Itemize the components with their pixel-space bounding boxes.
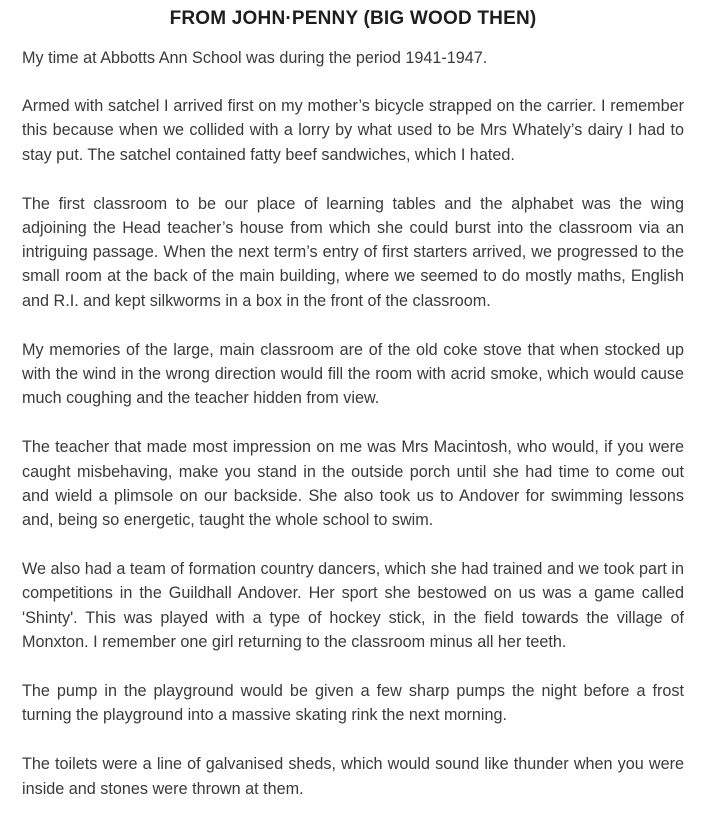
paragraph-playground-pump: The pump in the playground would be given a few sharp pumps the night before a frost turning the playground into a massive skating rink the next morning.	[22, 682, 684, 725]
paragraph-toilets: The toilets were a line of galvanised sheds, which would sound like thunder when you were inside and stones were thrown at them.	[22, 755, 684, 798]
page-title: FROM JOHN·PENNY (BIG WOOD THEN)	[169, 8, 537, 29]
paragraph-country-dancers: We also had a team of formation country dancers, which she had trained and we took part in competitions in the Guildhall Andover. Her sport she bestowed on us was a game called 'Shinty'. This was played with a type of hockey stick, in the field towards the village of Monxton. I remember one girl returning to the classroom minus all her teeth.	[22, 560, 684, 651]
paragraph-mrs-macintosh: The teacher that made most impression on me was Mrs Macintosh, who would, if you were caught misbehaving, make you stand in the outside porch until she had time to come out and wield a plimsole on our backside. She also took us to Andover for swimming lessons and, being so energetic, taught the whole school to swim.	[22, 438, 684, 530]
paragraph-school-period: My time at Abbotts Ann School was during the period 1941-1947.	[22, 49, 488, 67]
paragraph-main-classroom: My memories of the large, main classroom are of the old coke stove that when stocked up with the wind in the wrong direction would fill the room with acrid smoke, which would cause much coughing and the teacher hidden from view.	[22, 340, 684, 408]
paragraph-bicycle-arrival: Armed with satchel I arrived first on my mother’s bicycle strapped on the carrier. I remember this because when we collided with a lorry by what used to be Mrs Whately’s dairy I had to stay put. The satchel contained fatty beef sandwiches, which I hated.	[22, 97, 684, 164]
document-page	[22, 6, 684, 826]
paragraph-first-classroom: The first classroom to be our place of learning tables and the alphabet was the wing adjoining the Head teacher’s house from which she could burst into the classroom via an intriguing passage. When the next term’s entry of first starters arrived, we progressed to the small room at the back of the main building, where we seemed to do mostly maths, English and R.I. and kept silkworms in a box in the front of the classroom.	[22, 194, 684, 310]
